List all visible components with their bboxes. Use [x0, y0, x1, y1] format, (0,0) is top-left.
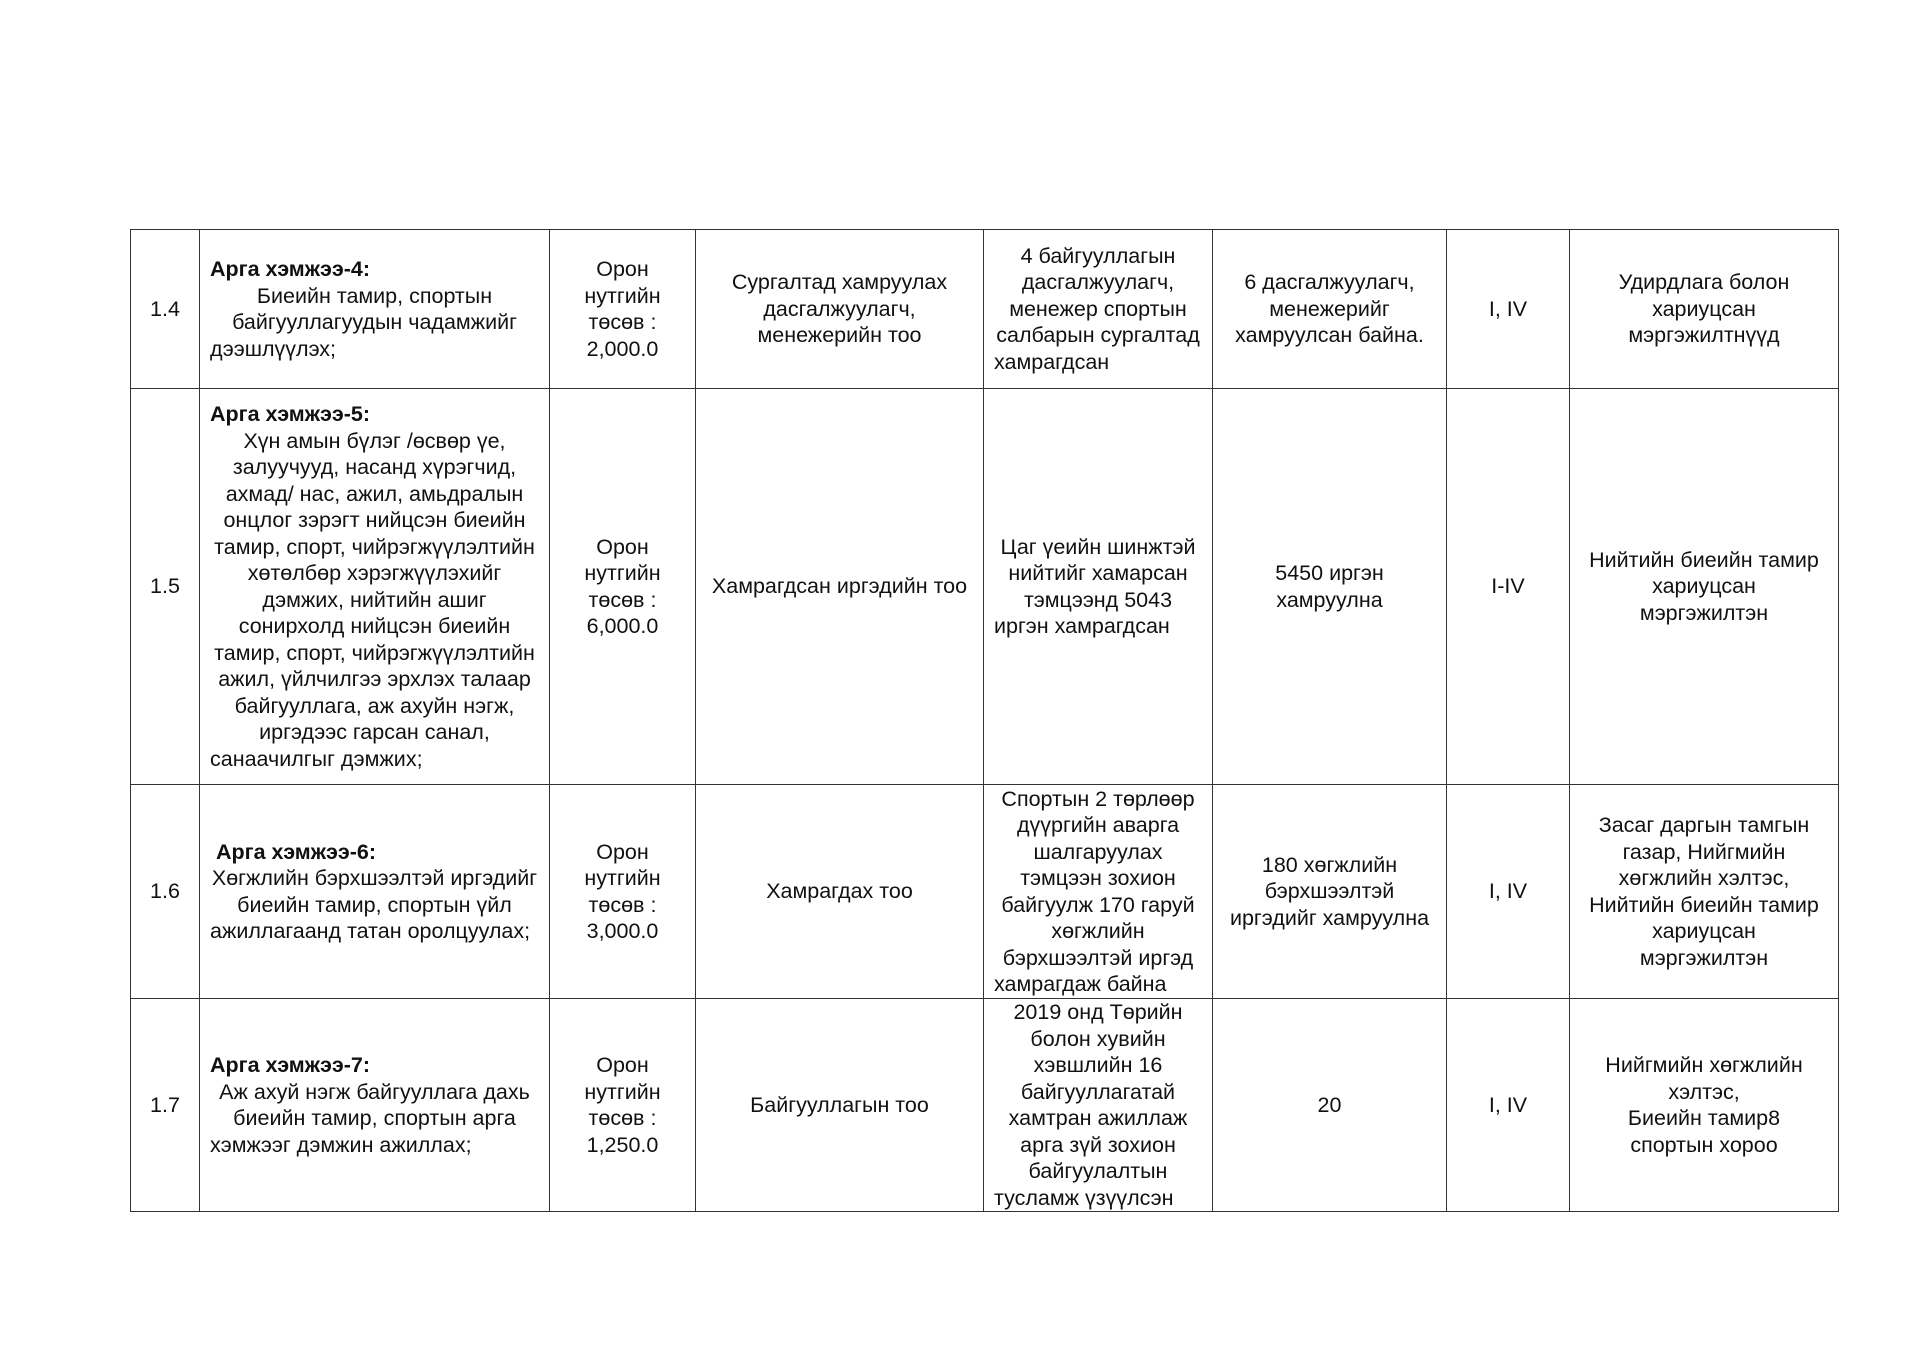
quarter-cell: I, IV — [1447, 785, 1570, 999]
action-title: Арга хэмжээ-7: — [210, 1053, 370, 1077]
action-description: Биеийн тамир, спортын байгууллагуудын чадамжийг дээшлүүлэх; — [210, 283, 517, 361]
target-cell: 6 дасгалжуулагч, менежерийг хамруулсан байна. — [1213, 230, 1447, 389]
indicator-cell: Хамрагдсан иргэдийн тоо — [696, 389, 984, 785]
responsible-cell: Засаг даргын тамгын газар, Нийгмийн хөгжлийн хэлтэс, Нийтийн биеийн тамир хариуцсан мэргэжилтэн — [1570, 785, 1839, 999]
action-title: Арга хэмжээ-4: — [210, 257, 370, 281]
table-row — [131, 785, 1839, 999]
target-cell: 5450 иргэн хамруулна — [1213, 389, 1447, 785]
budget-cell: Орон нутгийн төсөв : 3,000.0 — [550, 785, 696, 999]
result-cell: Спортын 2 төрлөөр дүүргийн аварга шалгаруулах тэмцээн зохион байгуулж 170 гаруй хөгжлийн бэрхшээлтэй иргэд хамрагдаж байна — [984, 785, 1213, 999]
responsible-cell: Нийтийн биеийн тамир хариуцсан мэргэжилтэн — [1570, 389, 1839, 785]
quarter-cell: I, IV — [1447, 999, 1570, 1212]
action-cell — [200, 389, 550, 785]
table-row — [131, 389, 1839, 785]
responsible-cell: Удирдлага болон хариуцсан мэргэжилтнүүд — [1570, 230, 1839, 389]
action-description: Аж ахуй нэгж байгууллага дахь биеийн тамир, спортын арга хэмжээг дэмжин ажиллах; — [210, 1079, 530, 1157]
responsible-cell: Нийгмийн хөгжлийн хэлтэс, Биеийн тамир8 спортын хороо — [1570, 999, 1839, 1212]
action-title: Арга хэмжээ-5: — [210, 402, 370, 426]
row-number: 1.4 — [131, 230, 200, 389]
budget-cell: Орон нутгийн төсөв : 2,000.0 — [550, 230, 696, 389]
quarter-cell: I, IV — [1447, 230, 1570, 389]
table-row — [131, 999, 1839, 1212]
row-number: 1.5 — [131, 389, 200, 785]
budget-cell: Орон нутгийн төсөв : 1,250.0 — [550, 999, 696, 1212]
action-title: Арга хэмжээ-6: — [216, 839, 376, 864]
result-cell: 2019 онд Төрийн болон хувийн хэвшлийн 16 байгууллагатай хамтран ажиллаж арга зүй зохион байгуулалтын тусламж үзүүлсэн — [984, 999, 1213, 1212]
action-cell — [200, 785, 550, 999]
result-cell: 4 байгууллагын дасгалжуулагч, менежер спортын салбарын сургалтад хамрагдсан — [984, 230, 1213, 389]
indicator-cell: Хамрагдах тоо — [696, 785, 984, 999]
indicator-cell: Байгууллагын тоо — [696, 999, 984, 1212]
action-description: Хөгжлийн бэрхшээлтэй иргэдийг биеийн тамир, спортын үйл ажиллагаанд татан оролцуулах; — [210, 866, 538, 943]
indicator-cell: Сургалтад хамруулах дасгалжуулагч, менежерийн тоо — [696, 230, 984, 389]
action-description: Хүн амын бүлэг /өсвөр үе, залуучууд, насанд хүрэгчид, ахмад/ нас, ажил, амьдралын онцлог зэрэгт нийцсэн биеийн тамир, спорт, чийрэгжүүлэлтийн хөтөлбөр хэрэгжүүлэхийг дэмжих, нийтийн ашиг сонирхолд нийцсэн биеийн тамир, спорт, чийрэгжүүлэлтийн ажил, үйлчилгээ эрхлэх талаар байгууллага, аж ахуйн нэгж, иргэдээс гарсан санал, санаачилгыг дэмжих; — [210, 428, 535, 771]
target-cell: 20 — [1213, 999, 1447, 1212]
quarter-cell: I-IV — [1447, 389, 1570, 785]
table-row — [131, 230, 1839, 389]
action-plan-table — [130, 229, 1839, 1212]
budget-cell: Орон нутгийн төсөв : 6,000.0 — [550, 389, 696, 785]
row-number: 1.6 — [131, 785, 200, 999]
result-cell: Цаг үеийн шинжтэй нийтийг хамарсан тэмцээнд 5043 иргэн хамрагдсан — [984, 389, 1213, 785]
action-cell — [200, 999, 550, 1212]
action-cell — [200, 230, 550, 389]
target-cell: 180 хөгжлийн бэрхшээлтэй иргэдийг хамруулна — [1213, 785, 1447, 999]
row-number: 1.7 — [131, 999, 200, 1212]
